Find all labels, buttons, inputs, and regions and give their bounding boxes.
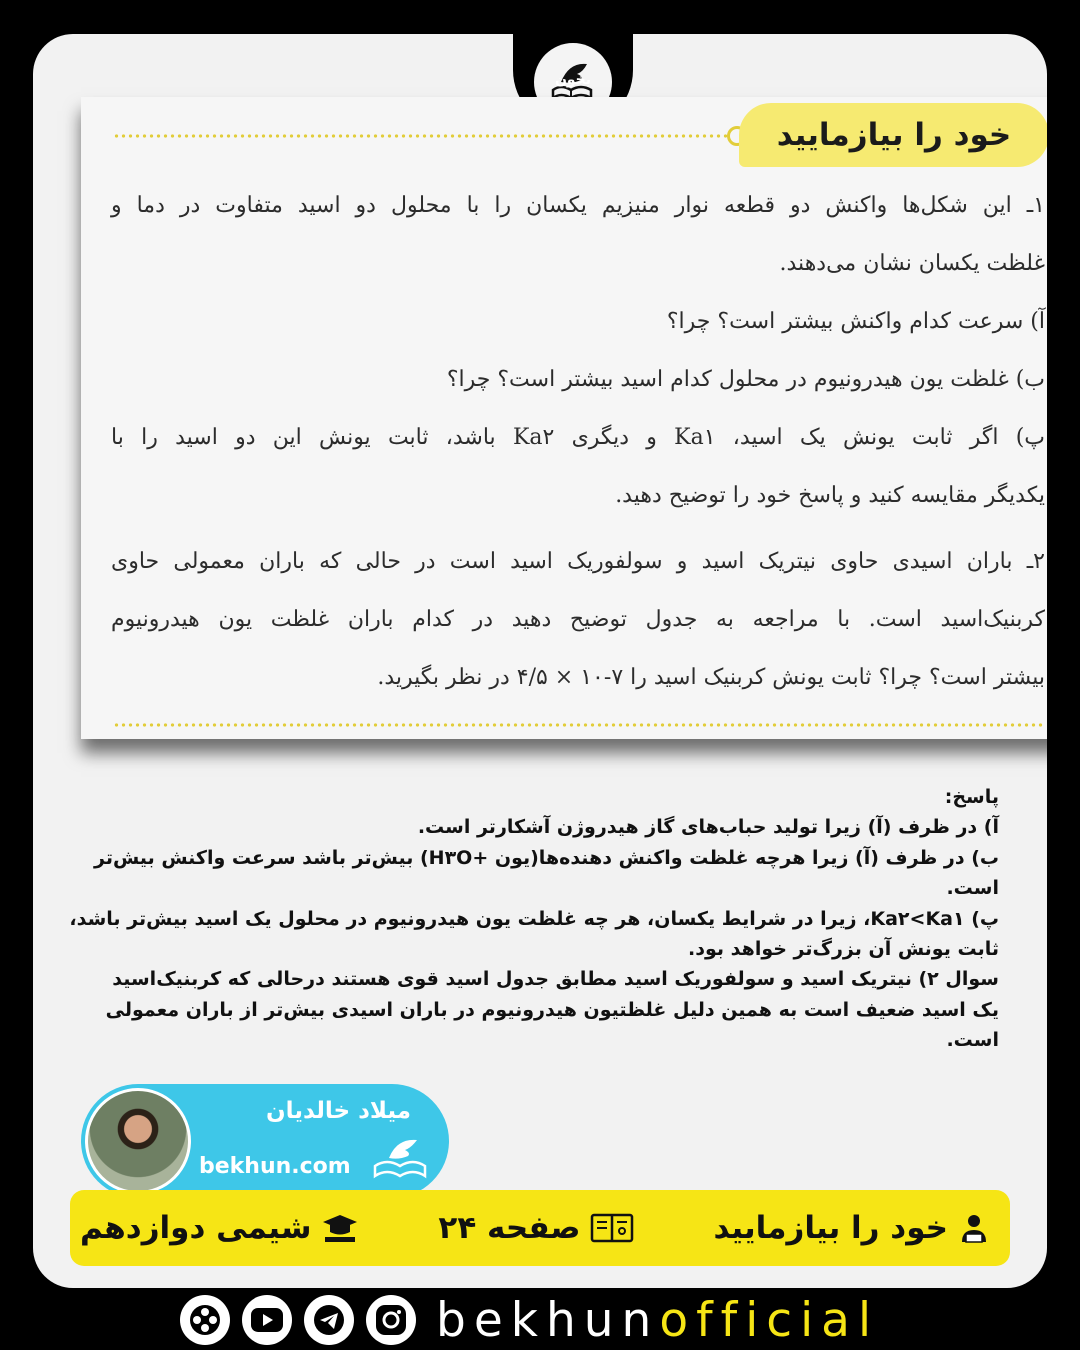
question-line: غلظت یکسان نشان می‌دهند.	[779, 251, 1045, 276]
instagram-icon	[374, 1303, 408, 1337]
answer-line: یک اسید ضعیف است به همین دلیل غلظتیون هیدرونیوم در باران اسیدی بیش‌تر از باران معمولی	[105, 998, 999, 1021]
info-topic	[713, 1210, 990, 1246]
answer-line: سوال ۲) نیتریک اسید و سولفوریک اسید مطابق جدول اسید قوی هستند درحالی که کربنیک‌اسید	[112, 968, 999, 991]
telegram-link[interactable]	[304, 1295, 354, 1345]
youtube-icon	[250, 1307, 284, 1333]
svg-text:بخون: بخون	[554, 72, 592, 88]
content-card	[33, 34, 1047, 1288]
question-line: بیشتر است؟ چرا؟ ثابت یونش کربنیک اسید را ۷-۱۰ × ۴/۵ در نظر بگیرید.	[377, 665, 1045, 690]
youtube-link[interactable]	[242, 1295, 292, 1345]
answer-line: ثابت یونش آن بزرگ‌تر خواهد بود.	[688, 938, 999, 961]
question-line: ب) غلظت یون هیدرونیوم در محلول کدام اسید بیشتر است؟ چرا؟	[446, 367, 1045, 392]
answer-line: پ) Ka۲<Ka۱، زیرا در شرایط یکسان، هر چه غلظت یون هیدرونیوم در محلول یک اسید بیش‌تر باشد،	[69, 907, 999, 930]
textbook-excerpt	[81, 97, 1047, 739]
excerpt-title: خود را بیازمایید	[739, 103, 1047, 167]
question-2	[111, 533, 1045, 707]
answer-line: پاسخ:	[944, 786, 999, 808]
reel-link[interactable]	[180, 1295, 230, 1345]
author-card	[81, 1084, 449, 1198]
info-subject-label: شیمی دوازدهم	[80, 1210, 312, 1246]
bekhun-book-icon	[371, 1134, 429, 1184]
author-website[interactable]: bekhun.com	[199, 1154, 351, 1179]
answer-line: آ) در ظرف (آ) زیرا تولید حباب‌های گاز هیدروژن آشکارتر است.	[417, 816, 999, 839]
info-subject	[80, 1210, 359, 1246]
film-reel-icon	[188, 1303, 222, 1337]
question-line: ۱ـ این شکل‌ها واکنش دو قطعه نوار منیزیم یکسان را با محلول دو اسید متفاوت در دما و	[111, 193, 1045, 218]
graduation-cap-icon	[321, 1212, 359, 1244]
question-line: پ) اگر ثابت یونش یک اسید، Ka۱ و دیگری Ka۲ باشد، ثابت یونش این دو اسید را با	[111, 425, 1046, 450]
info-topic-label: خود را بیازمایید	[713, 1210, 948, 1246]
question-1	[111, 177, 1045, 525]
instagram-link[interactable]	[366, 1295, 416, 1345]
info-page-label: صفحه ۲۴	[438, 1210, 581, 1246]
title-dotted-line	[113, 134, 729, 138]
answer-line: ب) در ظرف (آ) زیرا هرچه غلظت واکنش دهنده‌ها(یون +H۳O) بیش‌تر باشد سرعت واکنش بیش‌تر	[94, 846, 999, 869]
question-line: کربنیک‌اسید است. با مراجعه به جدول توضیح دهید در کدام باران غلظت یون هیدرونیوم	[111, 607, 1045, 632]
brand-handle	[436, 1292, 880, 1348]
question-line: ۲ـ باران اسیدی حاوی نیتریک اسید و سولفوریک اسید است در حالی که باران معمولی حاوی	[111, 549, 1045, 574]
question-line: یکدیگر مقایسه کنید و پاسخ خود را توضیح دهید.	[615, 483, 1045, 508]
info-page	[438, 1210, 634, 1246]
brand-handle-part2: official	[659, 1292, 880, 1348]
author-name: میلاد خالدیان	[266, 1098, 411, 1124]
bottom-dotted-line	[113, 723, 1045, 727]
teacher-icon	[958, 1212, 990, 1244]
answer-line: است.	[946, 1029, 999, 1052]
brand-handle-part1: bekhun	[436, 1292, 660, 1348]
answer-text	[69, 782, 999, 1056]
question-line: آ) سرعت کدام واکنش بیشتر است؟ چرا؟	[666, 309, 1045, 334]
open-book-icon	[590, 1212, 634, 1244]
telegram-icon	[312, 1303, 346, 1337]
answer-line: است.	[946, 877, 999, 900]
footer	[180, 1290, 900, 1350]
info-bar	[70, 1190, 1010, 1266]
author-avatar	[85, 1088, 191, 1194]
